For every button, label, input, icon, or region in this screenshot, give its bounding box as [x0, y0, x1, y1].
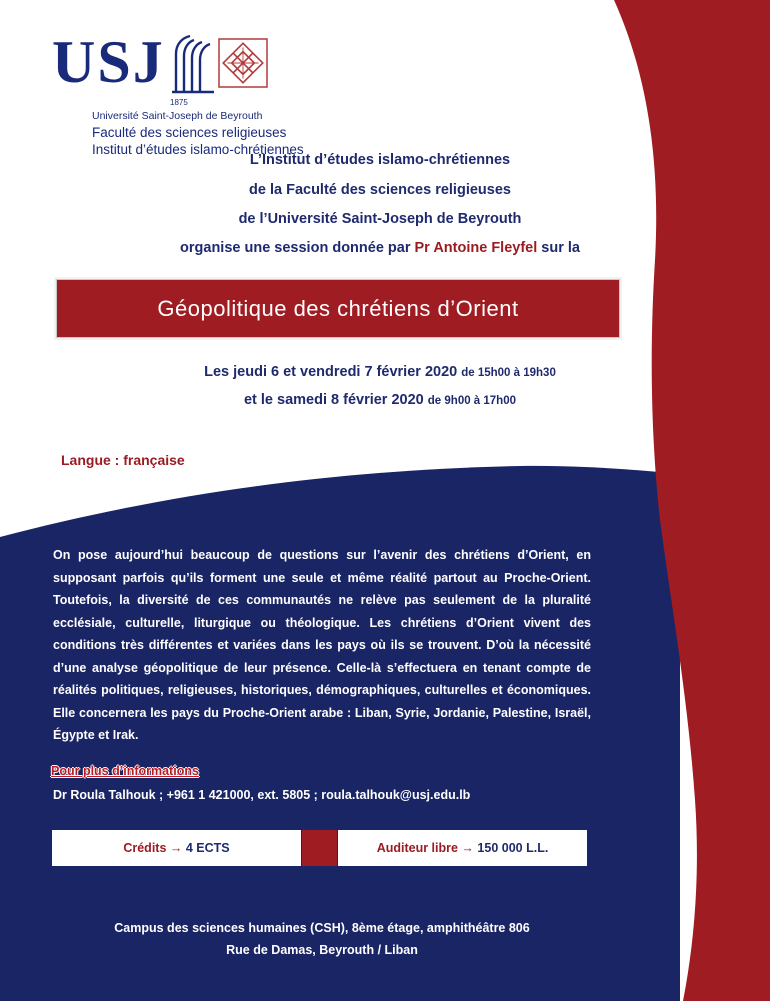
auditor-box — [338, 830, 587, 866]
dates-line-1-time: de 15h00 à 19h30 — [461, 367, 556, 379]
dates-line-1 — [100, 364, 660, 380]
dates-line-1-main: Les jeudi 6 et vendredi 7 février 2020 — [204, 364, 458, 380]
language-label: Langue : française — [61, 452, 185, 468]
logo-acronym: USJ — [52, 29, 165, 95]
intro-line-2: de la Faculté des sciences religieuses — [249, 182, 511, 198]
logo-faculty-name: Faculté des sciences religieuses — [92, 125, 287, 140]
address-line-2: Rue de Damas, Beyrouth / Liban — [226, 943, 418, 957]
description-paragraph: On pose aujourd’hui beaucoup de questions sur l’avenir des chrétiens d’Orient, en supposant parfois qu’ils forment une seule et même réalité partout au Proche-Orient. Toutefois, la diversité de ces communautés ne relève pas seulement de la pluralité ecclésiale, culturelle, liturgique ou théologique. Les chrétiens d’Orient vivent des conditions très différentes et variées dans les pays où ils se trouvent. D’où la nécessité d’une analyse géopolitique de leur présence. Celle-là s’effectuera en tenant compte de réalités politiques, religieuses, historiques, démographiques, culturelles et économiques. Elle concernera les pays du Proche-Orient arabe : Liban, Syrie, Jordanie, Palestine, Israël, Égypte et Irak. — [53, 548, 591, 742]
university-seal-icon — [218, 38, 268, 88]
credits-label: Crédits → — [123, 841, 183, 855]
address-line-1: Campus des sciences humaines (CSH), 8ème étage, amphithéâtre 806 — [114, 921, 530, 935]
university-pillars-icon — [170, 34, 216, 96]
intro-line-4-prefix: organise une session donnée par — [180, 240, 411, 256]
contact-details: Dr Roula Talhouk ; +961 1 421000, ext. 5805 ; roula.talhouk@usj.edu.lb — [53, 788, 471, 802]
auditor-label: Auditeur libre → — [376, 841, 474, 855]
dates-line-2-time: de 9h00 à 17h00 — [427, 395, 517, 407]
logo-year: 1875 — [170, 98, 188, 107]
session-title-box — [56, 279, 620, 338]
intro-line-3: de l’Université Saint-Joseph de Beyrouth — [238, 211, 522, 227]
dates-line-2 — [100, 392, 660, 408]
credits-value: 4 ECTS — [185, 841, 230, 855]
dates-line-2-main: et le samedi 8 février 2020 — [243, 392, 424, 408]
info-heading: Pour plus d’informations — [51, 764, 199, 778]
auditor-value: 150 000 L.L. — [477, 841, 549, 855]
intro-line-4 — [100, 240, 660, 256]
logo-institute-name: Institut d’études islamo-chrétiennes — [92, 142, 304, 157]
credits-box — [52, 830, 301, 866]
speaker-name: Pr Antoine Fleyfel — [414, 240, 538, 256]
logo-university-name: Université Saint-Joseph de Beyrouth — [92, 110, 263, 122]
session-title: Géopolitique des chrétiens d’Orient — [157, 295, 519, 321]
divider-square — [302, 830, 337, 866]
intro-line-4-suffix: sur la — [541, 240, 580, 256]
intro-line-1: L’Institut d’études islamo-chrétiennes — [249, 152, 511, 168]
